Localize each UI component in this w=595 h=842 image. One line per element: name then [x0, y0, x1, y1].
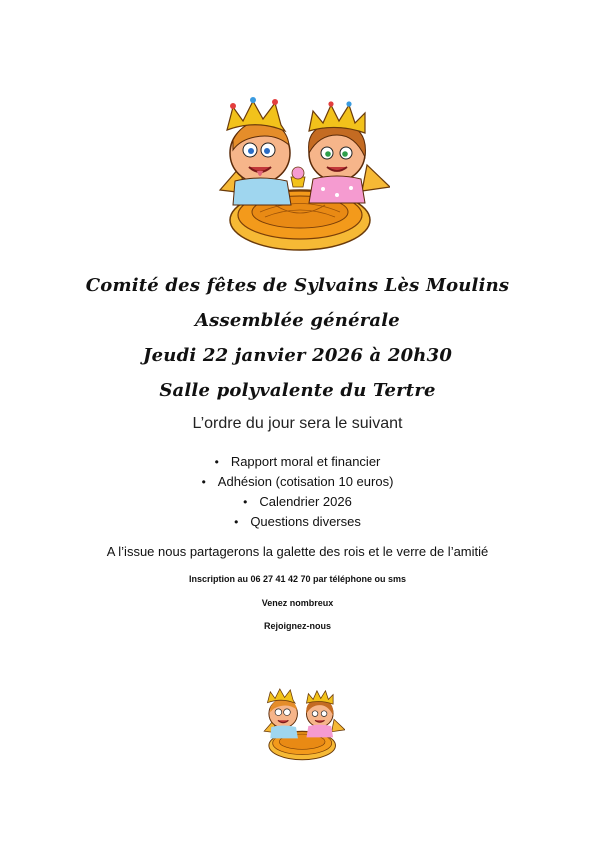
meeting-title: Assemblée générale [195, 310, 400, 331]
bullet-icon: • [214, 455, 219, 469]
closing-text: A l’issue nous partagerons la galette des rois et le verre de l’amitié [106, 544, 489, 559]
agenda-item-label: Adhésion (cotisation 10 euros) [217, 474, 394, 489]
agenda-item [0, 472, 595, 492]
galette-kings-illustration-small [257, 686, 345, 766]
bullet-icon: • [201, 475, 206, 489]
call-to-action-text: Venez nombreux [261, 598, 334, 608]
meeting-venue: Salle polyvalente du Tertre [159, 380, 436, 401]
bullet-icon: • [243, 495, 248, 509]
committee-title: Comité des fêtes de Sylvains Lès Moulins [85, 275, 510, 296]
agenda-item [0, 492, 595, 512]
inscription-text: Inscription au 06 27 41 42 70 par téléphone ou sms [188, 574, 407, 584]
agenda-item-label: Rapport moral et financier [230, 454, 381, 469]
join-text: Rejoignez-nous [264, 621, 331, 631]
bullet-icon: • [234, 515, 239, 529]
agenda-intro: L’ordre du jour sera le suivant [192, 415, 403, 432]
agenda-item [0, 452, 595, 472]
galette-kings-illustration [205, 95, 390, 263]
agenda-item-label: Calendrier 2026 [259, 494, 352, 509]
agenda-list [0, 452, 595, 532]
agenda-item-label: Questions diverses [250, 514, 361, 529]
agenda-item [0, 512, 595, 532]
meeting-date: Jeudi 22 janvier 2026 à 20h30 [142, 345, 453, 366]
